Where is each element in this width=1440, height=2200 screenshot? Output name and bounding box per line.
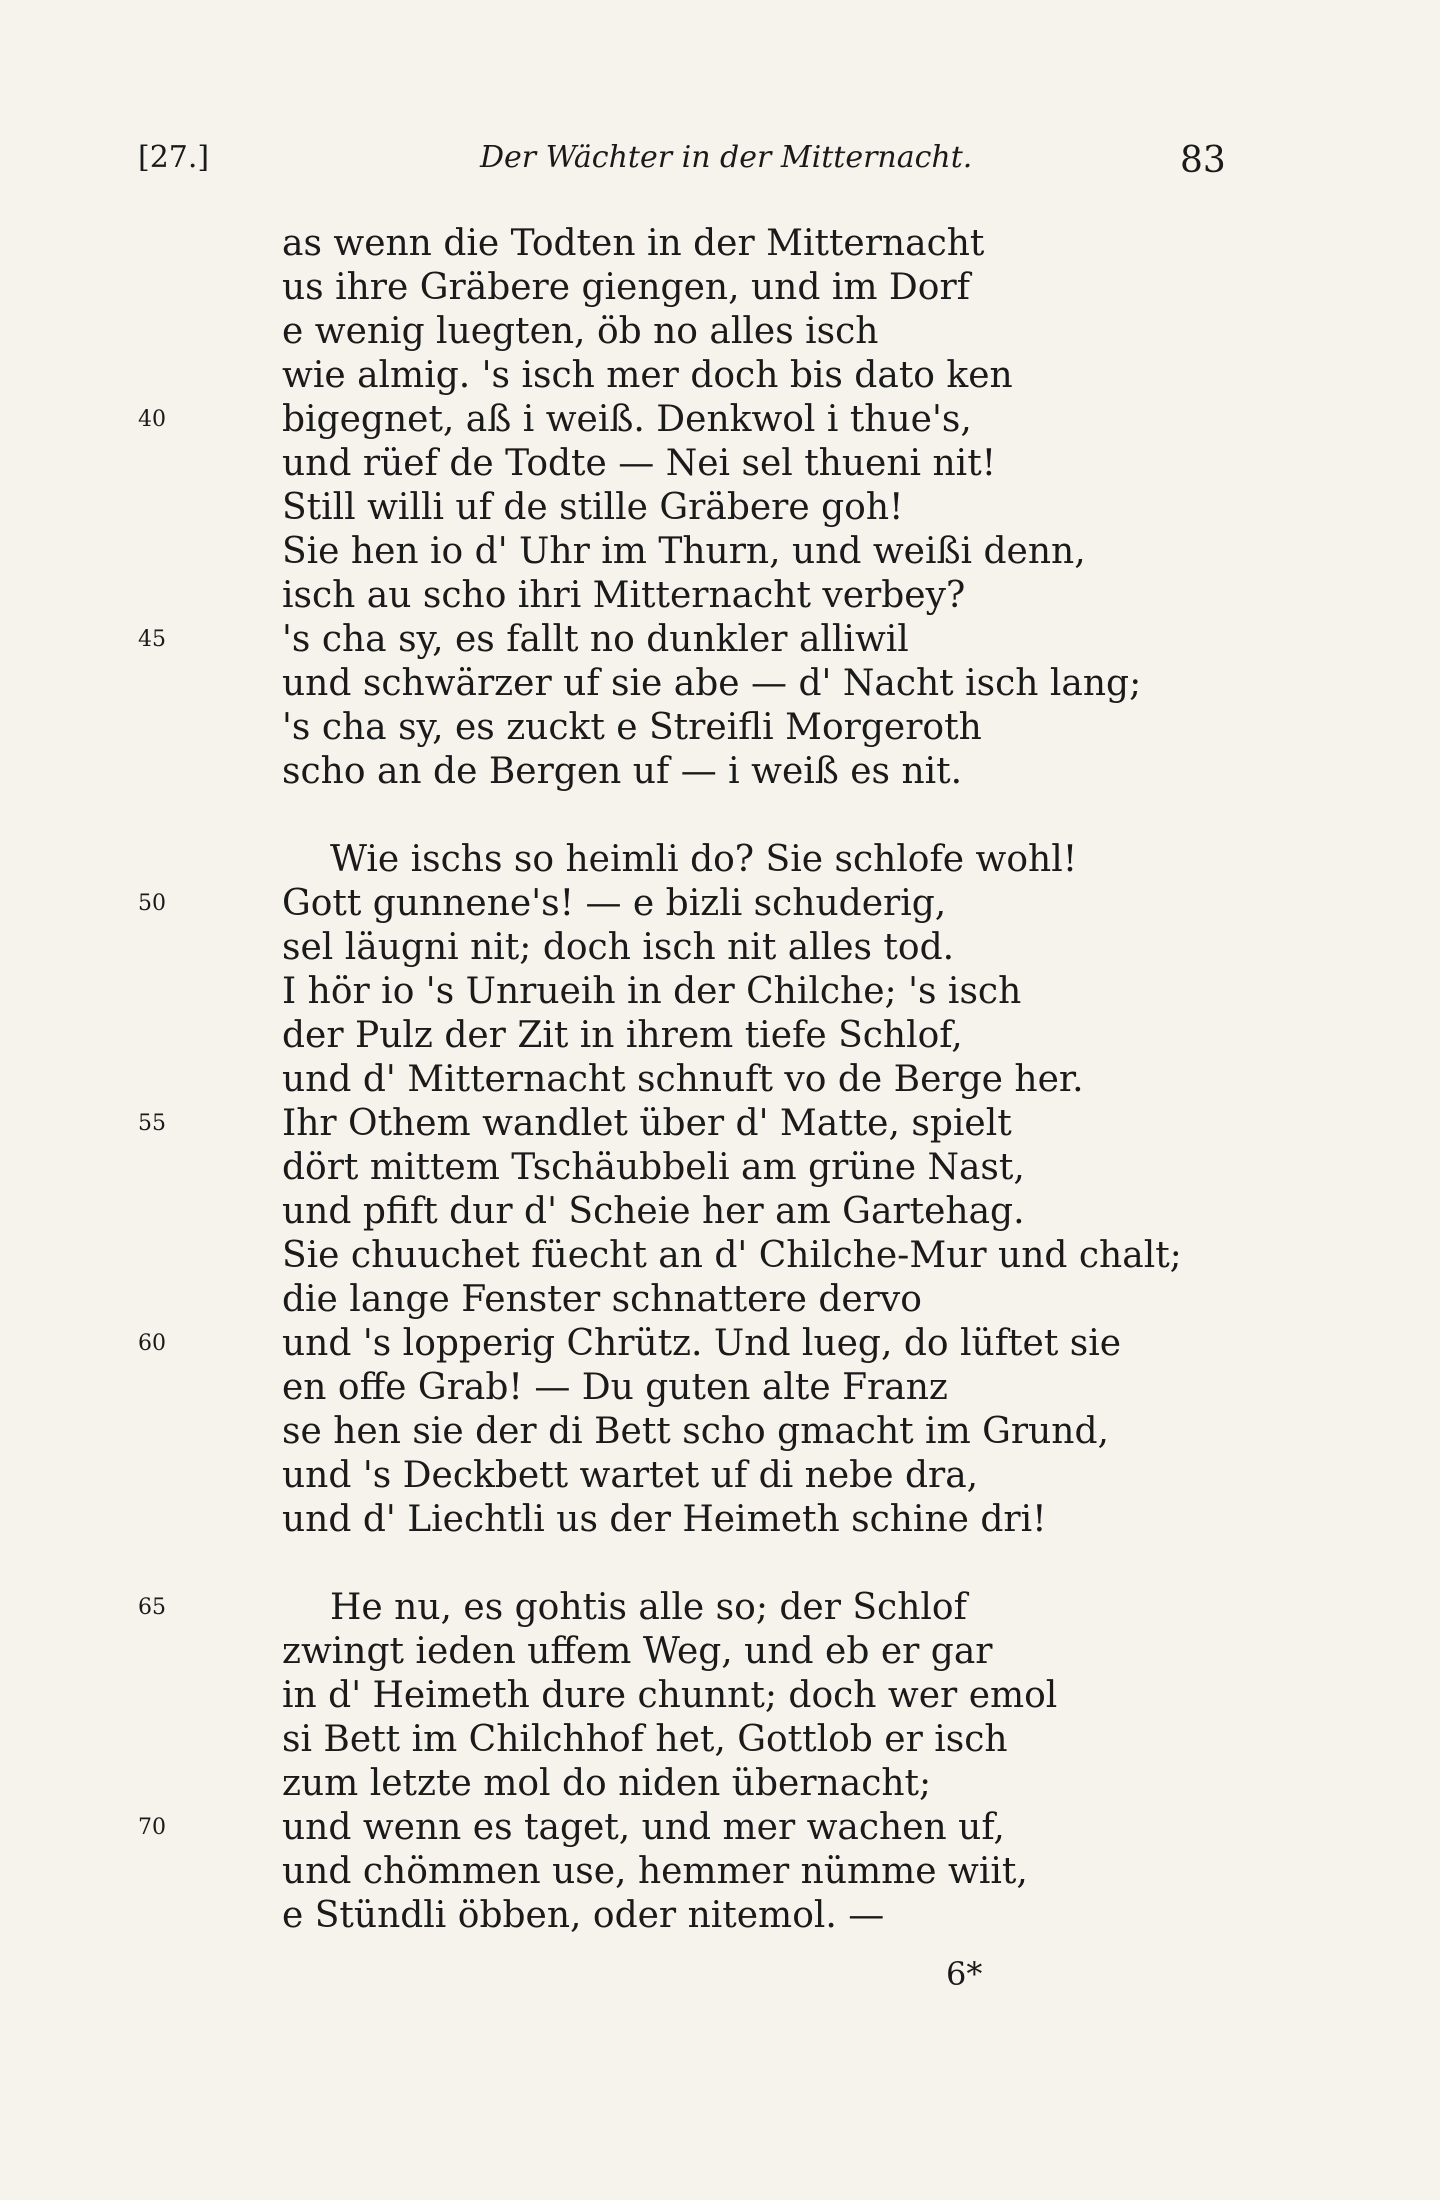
verse-text: bigegnet, aß i weiß. Denkwol i thue's, xyxy=(282,399,972,440)
verse-text: Ihr Othem wandlet über d' Matte, spielt xyxy=(282,1103,1012,1144)
verse-line xyxy=(138,398,1302,442)
verse-line xyxy=(138,1102,1302,1146)
verse-line xyxy=(282,1850,1302,1894)
verse-line xyxy=(138,1322,1302,1366)
verse-line xyxy=(282,1014,1302,1058)
verse-line xyxy=(282,750,1302,794)
verse-line xyxy=(282,1058,1302,1102)
verse-text: en offe Grab! — Du guten alte Franz xyxy=(282,1367,948,1408)
verse-line xyxy=(282,1278,1302,1322)
verse-text: Sie hen io d' Uhr im Thurn, und weißi denn, xyxy=(282,531,1086,572)
page-number: 83 xyxy=(1180,140,1226,181)
verse-text: I hör io 's Unrueih in der Chilche; 's isch xyxy=(282,971,1022,1012)
verse-line xyxy=(282,1366,1302,1410)
verse-line xyxy=(282,838,1302,882)
line-number: 45 xyxy=(138,627,166,652)
verse-line xyxy=(282,574,1302,618)
verse-text: Sie chuuchet füecht an d' Chilche-Mur und chalt; xyxy=(282,1235,1182,1276)
verse-text: e wenig luegten, öb no alles isch xyxy=(282,311,879,352)
verse-line xyxy=(282,1498,1302,1542)
verse-text: isch au scho ihri Mitternacht verbey? xyxy=(282,575,966,616)
verse-line xyxy=(138,882,1302,926)
signature-mark: 6* xyxy=(946,1955,983,1993)
stanza-gap xyxy=(282,1542,1302,1586)
verse-line xyxy=(282,1718,1302,1762)
verse-line xyxy=(282,1630,1302,1674)
verse-text: in d' Heimeth dure chunnt; doch wer emol xyxy=(282,1675,1058,1716)
verse-line xyxy=(282,1146,1302,1190)
verse-text: zum letzte mol do niden übernacht; xyxy=(282,1763,932,1804)
verse-line xyxy=(282,1234,1302,1278)
verse-text: und rüef de Todte — Nei sel thueni nit! xyxy=(282,443,997,484)
verse-line xyxy=(282,1190,1302,1234)
verse-line xyxy=(282,926,1302,970)
verse-text: wie almig. 's isch mer doch bis dato ken xyxy=(282,355,1013,396)
verse-line xyxy=(282,706,1302,750)
verse-line xyxy=(282,970,1302,1014)
verse-text: der Pulz der Zit in ihrem tiefe Schlof, xyxy=(282,1015,963,1056)
line-number: 50 xyxy=(138,891,166,916)
section-marker: [27.] xyxy=(138,140,210,175)
verse-line xyxy=(282,530,1302,574)
verse-text: scho an de Bergen uf — i weiß es nit. xyxy=(282,751,963,792)
verse-line xyxy=(282,310,1302,354)
verse-line xyxy=(138,618,1302,662)
verse-text: und d' Mitternacht schnuft vo de Berge her. xyxy=(282,1059,1084,1100)
verse-line xyxy=(282,486,1302,530)
verse-line xyxy=(138,1586,1302,1630)
verse-line xyxy=(282,1410,1302,1454)
verse-line xyxy=(282,266,1302,310)
verse-text: zwingt ieden uffem Weg, und eb er gar xyxy=(282,1631,993,1672)
verse-text: und d' Liechtli us der Heimeth schine dri! xyxy=(282,1499,1047,1540)
line-number: 55 xyxy=(138,1111,166,1136)
verse-text: Gott gunnene's! — e bizli schuderig, xyxy=(282,883,947,924)
verse-line xyxy=(282,1454,1302,1498)
verse-text: Wie ischs so heimli do? Sie schlofe wohl! xyxy=(330,839,1078,880)
verse-line xyxy=(282,1894,1302,1938)
verse-text: die lange Fenster schnattere dervo xyxy=(282,1279,922,1320)
verse-text: us ihre Gräbere giengen, und im Dorf xyxy=(282,267,970,308)
verse-line xyxy=(282,354,1302,398)
stanza-gap xyxy=(282,794,1302,838)
verse-line xyxy=(282,1762,1302,1806)
poem-body xyxy=(138,222,1302,1938)
verse-text: und 's lopperig Chrütz. Und lueg, do lüftet sie xyxy=(282,1323,1122,1364)
verse-line xyxy=(282,442,1302,486)
verse-line xyxy=(282,1674,1302,1718)
verse-text: Still willi uf de stille Gräbere goh! xyxy=(282,487,904,528)
verse-text: He nu, es gohtis alle so; der Schlof xyxy=(330,1587,967,1628)
verse-text: dört mittem Tschäubbeli am grüne Nast, xyxy=(282,1147,1025,1188)
verse-text: und chömmen use, hemmer nümme wiit, xyxy=(282,1851,1028,1892)
verse-text: as wenn die Todten in der Mitternacht xyxy=(282,223,985,264)
verse-text: 's cha sy, es fallt no dunkler alliwil xyxy=(282,619,909,660)
verse-text: und pfift dur d' Scheie her am Gartehag. xyxy=(282,1191,1025,1232)
verse-line xyxy=(282,662,1302,706)
verse-text: und wenn es taget, und mer wachen uf, xyxy=(282,1807,1005,1848)
verse-text: und 's Deckbett wartet uf di nebe dra, xyxy=(282,1455,979,1496)
running-title: Der Wächter in der Mitternacht. xyxy=(480,140,973,175)
verse-text: 's cha sy, es zuckt e Streifli Morgeroth xyxy=(282,707,982,748)
verse-text: sel läugni nit; doch isch nit alles tod. xyxy=(282,927,955,968)
line-number: 60 xyxy=(138,1331,166,1356)
verse-text: se hen sie der di Bett scho gmacht im Grund, xyxy=(282,1411,1109,1452)
line-number: 70 xyxy=(138,1815,166,1840)
verse-line xyxy=(282,222,1302,266)
line-number: 65 xyxy=(138,1595,166,1620)
line-number: 40 xyxy=(138,407,166,432)
verse-line xyxy=(138,1806,1302,1850)
verse-text: und schwärzer uf sie abe — d' Nacht isch lang; xyxy=(282,663,1142,704)
verse-text: si Bett im Chilchhof het, Gottlob er isch xyxy=(282,1719,1008,1760)
verse-text: e Stündli öbben, oder nitemol. — xyxy=(282,1895,885,1936)
